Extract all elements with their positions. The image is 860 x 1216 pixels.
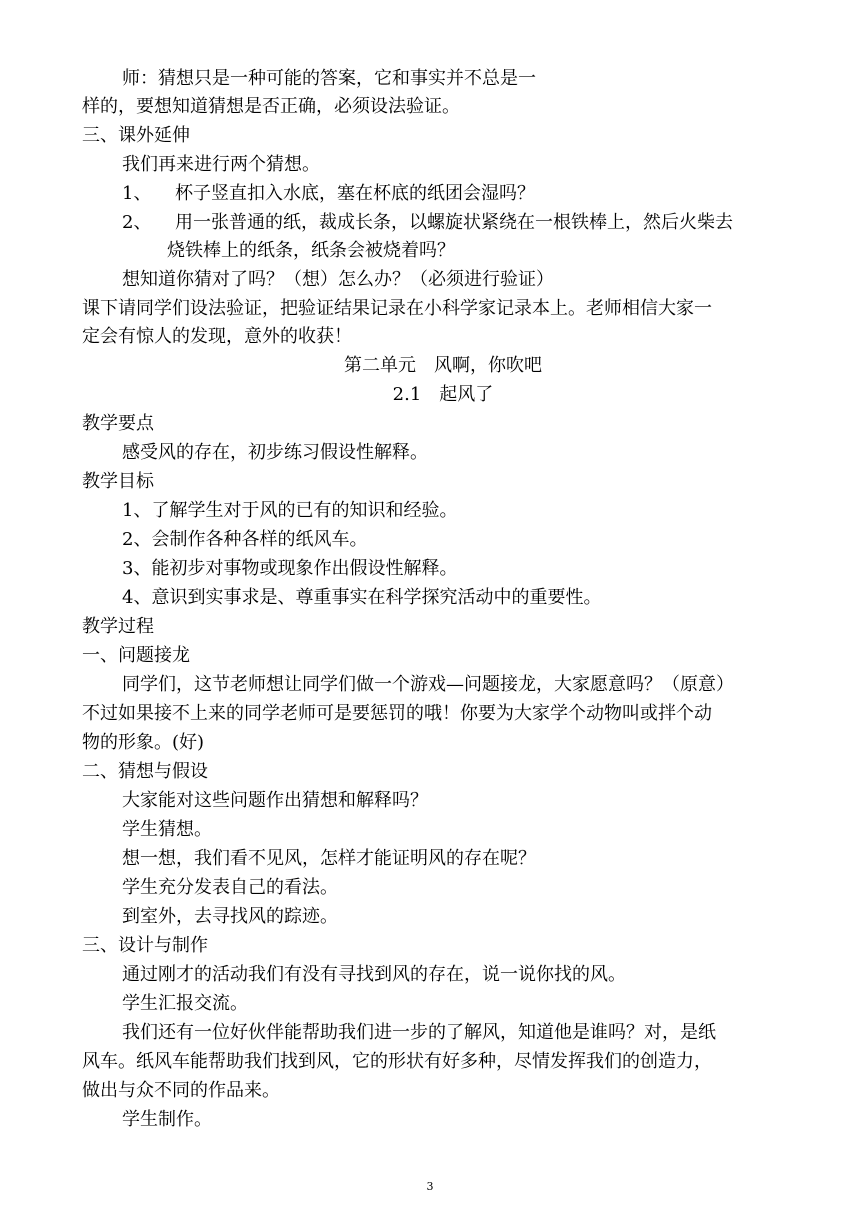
list-item-continuation: 烧铁棒上的纸条，纸条会被烧着吗？ — [167, 240, 455, 261]
section-heading: 教学目标 — [82, 471, 154, 492]
text-line: 大家能对这些问题作出猜想和解释吗？ — [122, 790, 428, 811]
lesson-title: 2.1 起风了 — [392, 384, 494, 405]
section-heading: 一、问题接龙 — [82, 645, 190, 666]
text-line: 到室外，去寻找风的踪迹。 — [122, 906, 338, 927]
section-heading: 三、设计与制作 — [82, 935, 208, 956]
text-line: 我们再来进行两个猜想。 — [122, 154, 320, 175]
section-heading: 教学过程 — [82, 616, 154, 637]
page-number: 3 — [426, 1180, 434, 1193]
text-line: 课下请同学们设法验证，把验证结果记录在小科学家记录本上。老师相信大家一 — [82, 298, 712, 319]
text-line: 学生充分发表自己的看法。 — [122, 877, 338, 898]
text-line: 不过如果接不上来的同学老师可是要惩罚的哦！你要为大家学个动物叫或拌个动 — [82, 703, 712, 724]
text-line: 定会有惊人的发现，意外的收获！ — [82, 326, 352, 347]
text-line: 同学们，这节老师想让同学们做一个游戏—问题接龙，大家愿意吗？（原意） — [122, 674, 734, 695]
list-number: 1、 — [122, 183, 152, 204]
text-line: 通过刚才的活动我们有没有寻找到风的存在，说一说你找的风。 — [122, 964, 626, 985]
objective-item: 4、意识到实事求是、尊重事实在科学探究活动中的重要性。 — [122, 587, 602, 608]
objective-item: 1、了解学生对于风的已有的知识和经验。 — [122, 500, 458, 521]
text-line: 我们还有一位好伙伴能帮助我们进一步的了解风，知道他是谁吗？对，是纸 — [122, 1022, 716, 1043]
list-item-text: 用一张普通的纸，裁成长条，以螺旋状紧绕在一根铁棒上，然后火柴去 — [175, 212, 733, 233]
text-line: 风车。纸风车能帮助我们找到风，它的形状有好多种，尽情发挥我们的创造力， — [82, 1051, 712, 1072]
objective-item: 3、能初步对事物或现象作出假设性解释。 — [122, 558, 458, 579]
text-line: 想知道你猜对了吗？（想）怎么办？（必须进行验证） — [122, 269, 554, 290]
unit-title: 第二单元 风啊，你吹吧 — [344, 355, 542, 376]
text-line: 感受风的存在，初步练习假设性解释。 — [122, 442, 428, 463]
section-heading: 二、猜想与假设 — [82, 761, 208, 782]
objective-item: 2、会制作各种各样的纸风车。 — [122, 529, 368, 550]
text-line: 样的，要想知道猜想是否正确，必须设法验证。 — [82, 96, 460, 117]
text-line: 师：猜想只是一种可能的答案，它和事实并不总是一 — [122, 68, 536, 89]
text-line: 学生汇报交流。 — [122, 993, 248, 1014]
section-heading: 教学要点 — [82, 413, 154, 434]
list-item-text: 杯子竖直扣入水底，塞在杯底的纸团会湿吗？ — [175, 183, 535, 204]
text-line: 物的形象。(好) — [82, 732, 205, 753]
text-line: 想一想，我们看不见风，怎样才能证明风的存在呢？ — [122, 848, 536, 869]
list-number: 2、 — [122, 212, 152, 233]
text-line: 做出与众不同的作品来。 — [82, 1080, 280, 1101]
text-line: 学生猜想。 — [122, 819, 212, 840]
section-heading: 三、课外延伸 — [82, 125, 190, 146]
text-line: 学生制作。 — [122, 1109, 212, 1130]
